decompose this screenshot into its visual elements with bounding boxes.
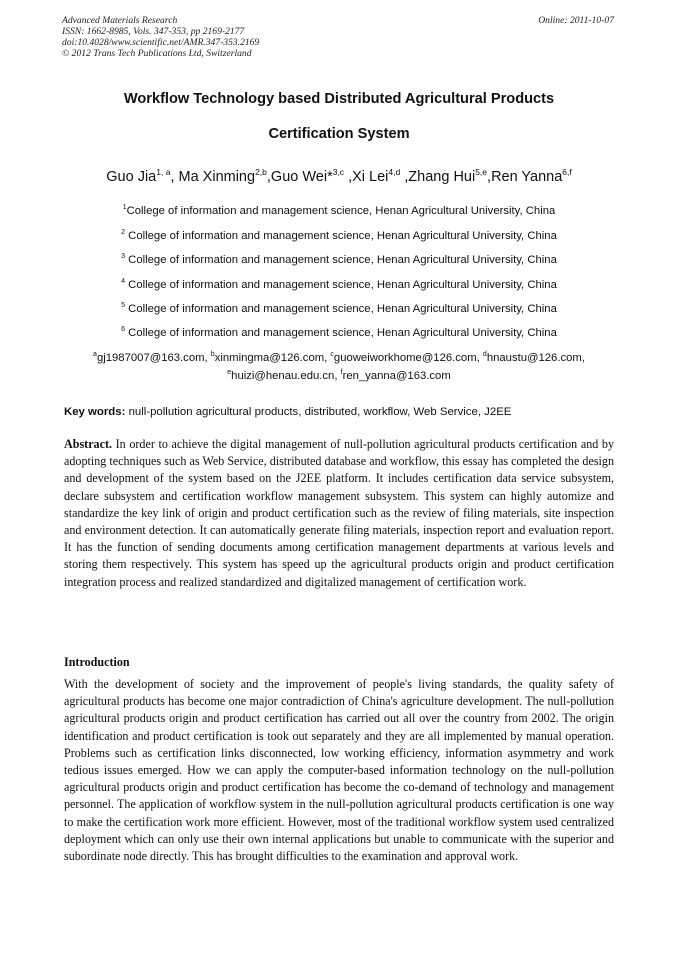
journal-issn: ISSN: 1662-8985, Vols. 347-353, pp 2169-2177 xyxy=(62,26,245,37)
affiliation-text: College of information and management science, Henan Agricultural University, China xyxy=(125,279,557,291)
author-sup: 3,c xyxy=(332,167,345,177)
affiliation-2 xyxy=(40,229,638,243)
author-name: Guo Wei* xyxy=(270,169,333,185)
paper-title-line-2: Certification System xyxy=(268,126,410,142)
author-list xyxy=(20,167,658,187)
section-heading-introduction: Introduction xyxy=(64,655,130,669)
affiliation-sup: 3 xyxy=(121,253,126,260)
author xyxy=(179,169,271,185)
author-name: Zhang Hui xyxy=(408,169,476,185)
email-line-1 xyxy=(40,350,638,367)
affiliation-text: College of information and management science, Henan Agricultural University, China xyxy=(125,230,557,242)
affiliation-4 xyxy=(40,278,638,292)
email-sup: a xyxy=(93,351,97,358)
email-address: ren_yanna@163.com xyxy=(342,370,451,382)
email-line-2 xyxy=(40,368,638,385)
author-name: Ren Yanna xyxy=(491,169,563,185)
affiliation-sup: 6 xyxy=(121,326,126,333)
author-name: Ma Xinming xyxy=(178,169,256,185)
affiliation-sup: 5 xyxy=(121,302,126,309)
author-name: Guo Jia xyxy=(106,169,157,185)
email-sup: b xyxy=(210,351,215,358)
author xyxy=(271,169,352,185)
author xyxy=(352,169,408,185)
email-address: hnaustu@126.com, xyxy=(486,352,585,364)
author-name: Xi Lei xyxy=(352,169,389,185)
affiliation-text: College of information and management science, Henan Agricultural University, China xyxy=(125,303,557,315)
paper-title-line-1: Workflow Technology based Distributed Agricultural Products xyxy=(123,91,555,107)
journal-copyright: © 2012 Trans Tech Publications Ltd, Switzerland xyxy=(62,48,252,59)
author-sep: , xyxy=(344,169,353,185)
email-address: gj1987007@163.com, xyxy=(96,352,211,364)
email-sup: c xyxy=(330,351,334,358)
affiliation-1 xyxy=(40,204,638,218)
affiliation-sup: 2 xyxy=(121,229,126,236)
author-sup: 1, a xyxy=(156,167,171,177)
journal-header xyxy=(62,15,259,59)
affiliation-sup: 1 xyxy=(122,204,127,211)
author-sep: , xyxy=(266,169,271,185)
email-sup: e xyxy=(227,369,232,376)
author-sup: 4,d xyxy=(388,167,401,177)
email-address: huizi@henau.edu.cn, xyxy=(231,370,341,382)
affiliation-sup: 4 xyxy=(121,278,126,285)
author xyxy=(106,169,178,185)
affiliation-text: College of information and management science, Henan Agricultural University, China xyxy=(125,327,557,339)
online-date: Online: 2011-10-07 xyxy=(538,15,614,26)
email-address: xinmingma@126.com, xyxy=(214,352,331,364)
email-sup: d xyxy=(482,351,487,358)
author xyxy=(491,169,572,185)
email-address: guoweiworkhome@126.com, xyxy=(333,352,483,364)
affiliation-6 xyxy=(40,326,638,340)
affiliation-text: College of information and management science, Henan Agricultural University, China xyxy=(126,205,556,217)
affiliation-text: College of information and management science, Henan Agricultural University, China xyxy=(125,254,557,266)
author-sup: 2,b xyxy=(255,167,267,177)
abstract-paragraph xyxy=(64,436,614,591)
abstract-label: Abstract. xyxy=(64,437,113,451)
author-sup: 6,f xyxy=(562,167,572,177)
author-sep: , xyxy=(400,169,409,185)
email-sup: f xyxy=(340,369,343,376)
affiliation-5 xyxy=(40,302,638,316)
author-sep: , xyxy=(487,169,492,185)
abstract-text: In order to achieve the digital management of null-pollution agricultural products certification and by adopting techniques such as Web Service, distributed database and workflow, this essay has completed the design and development of the system based on the J2EE platform. It includes certification data service subsystem, declare subsystem and certification workflow management subsystem. This system can highly automize and standardize the key link of origin and product certification such as the review of filing materials, site inspection and environment detection. It can automatically generate filing materials, inspection report and evaluation report. It has the function of sending documents among certification management departments at various levels and storing them respectively. This system has speed up the agricultural products origin and product certification integration process and realized standardized and digitalized management of certification work. xyxy=(64,437,614,589)
author-sup: 5,e xyxy=(475,167,488,177)
author-sep: , xyxy=(170,169,179,185)
keywords xyxy=(64,405,624,419)
keywords-label: Key words: xyxy=(64,406,126,418)
keywords-text: null-pollution agricultural products, distributed, workflow, Web Service, J2EE xyxy=(125,406,512,418)
author xyxy=(408,169,491,185)
affiliation-3 xyxy=(40,253,638,267)
journal-doi: doi:10.4028/www.scientific.net/AMR.347-353.2169 xyxy=(62,37,260,48)
introduction-paragraph: With the development of society and the improvement of people's living standards, the quality safety of agricultural products has become one major contradiction of China's agriculture development. The null-pollution agricultural products origin and product certification has carried out all over the country from 2002. The origin identification and product certification is took out separately and they are all implemented by manual operation. Problems such as certification links disconnected, low working efficiency, information asymmetry and work tedious issues emerged. How we can apply the computer-based information technology on the null-pollution agricultural products origin and product certification has become the co-demand of technology and management personnel. The application of workflow system in the null-pollution agricultural products certification is one way to make the certification work more efficient. However, most of the traditional workflow system used centralized deployment which can only use their own internal applications but unable to communicate with the superior and subordinate node directly. This has brought difficulties to the examination and approval work. xyxy=(64,677,614,864)
journal-name: Advanced Materials Research xyxy=(62,15,178,26)
